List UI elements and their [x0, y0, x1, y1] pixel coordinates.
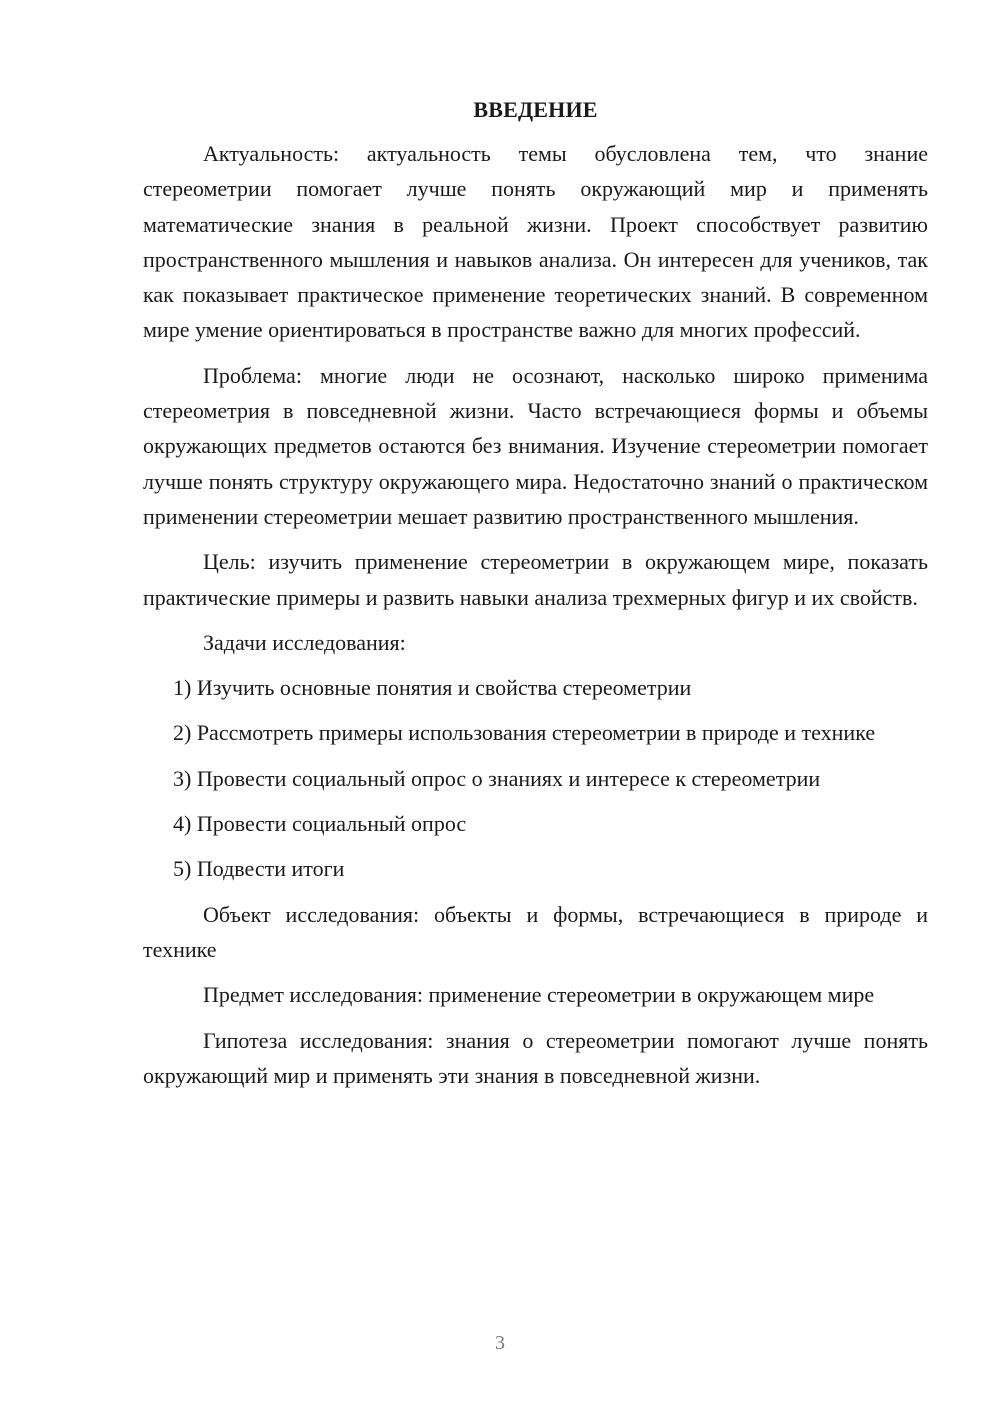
- document-page: [143, 94, 928, 1093]
- task-item-2: 2) Рассмотреть примеры использования стереометрии в природе и технике: [173, 720, 876, 746]
- paragraph-subject: Предмет исследования: применение стереометрии в окружающем мире: [203, 982, 875, 1008]
- paragraph-relevance: Актуальность: актуальность темы обусловлена тем, что знание стереометрии помогает лучше понять окружающий мир и применять математические знания в реальной жизни. Проект способствует развитию пространственного мышления и навыков анализа. Он интересен для учеников, так как показывает практическое применение теоретических знаний. В современном мире умение ориентироваться в пространстве важно для многих профессий.: [143, 141, 928, 343]
- paragraph-goal: Цель: изучить применение стереометрии в окружающем мире, показать практические примеры и развить навыки анализа трехмерных фигур и их свойств.: [143, 549, 928, 610]
- task-item-3: 3) Провести социальный опрос о знаниях и интересе к стереометрии: [173, 765, 821, 791]
- task-item-4: 4) Провести социальный опрос: [173, 811, 467, 837]
- section-title: ВВЕДЕНИЕ: [473, 97, 598, 122]
- paragraph-object: Объект исследования: объекты и формы, встречающиеся в природе и технике: [143, 901, 928, 962]
- paragraph-hypothesis: Гипотеза исследования: знания о стереометрии помогают лучше понять окружающий мир и применять эти знания в повседневной жизни.: [143, 1027, 928, 1088]
- paragraph-problem: Проблема: многие люди не осознают, насколько широко применима стереометрия в повседневной жизни. Часто встречающиеся формы и объемы окружающих предметов остаются без внимания. Изучение стереометрии помогает лучше понять структуру окружающего мира. Недостаточно знаний о практическом применении стереометрии мешает развитию пространственного мышления.: [143, 362, 928, 529]
- task-item-5: 5) Подвести итоги: [173, 856, 345, 882]
- task-item-1: 1) Изучить основные понятия и свойства стереометрии: [173, 675, 692, 701]
- tasks-heading: Задачи исследования:: [203, 629, 406, 655]
- page-number: 3: [495, 1332, 505, 1354]
